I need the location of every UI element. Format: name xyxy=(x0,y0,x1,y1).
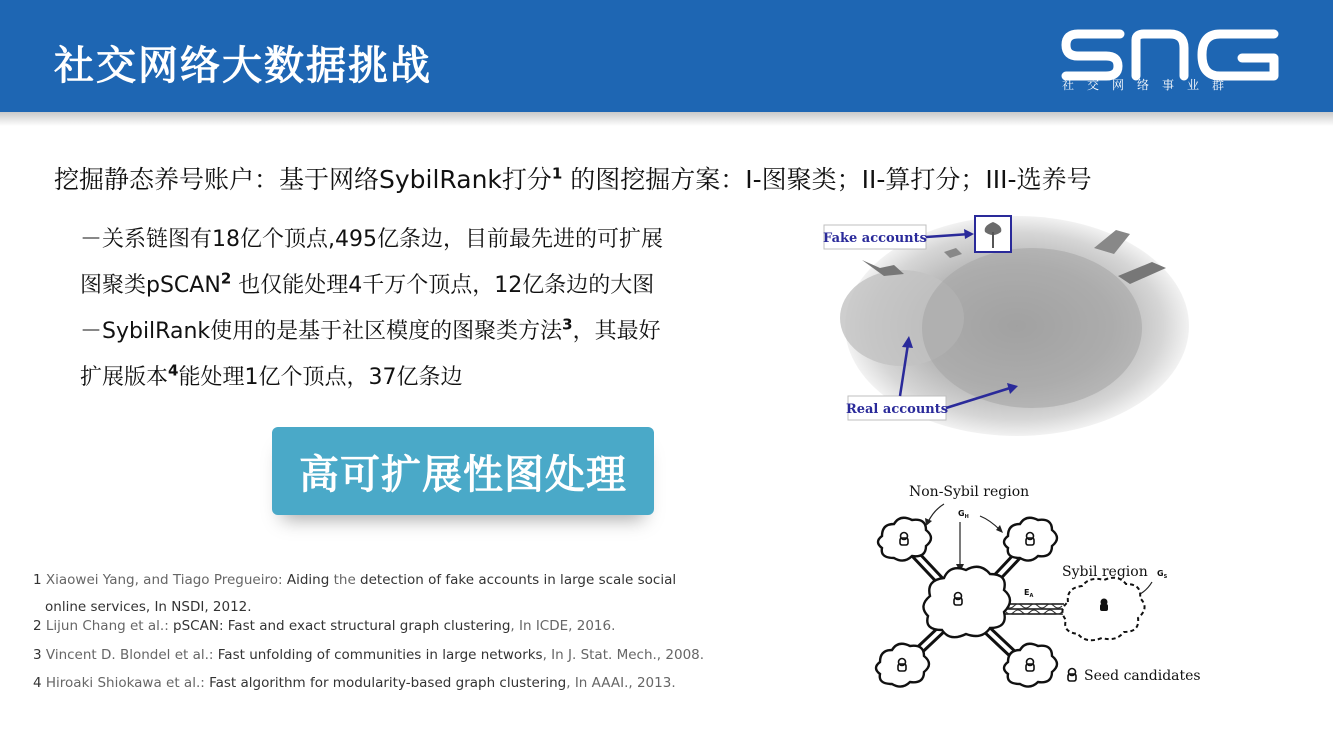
bullet-text: －关系链图有18亿个顶点,495亿条边，目前最先进的可扩展 xyxy=(80,227,663,252)
bullet-line-2 xyxy=(80,268,654,299)
sybil-node-icon xyxy=(1100,599,1108,612)
bullet-line-4 xyxy=(80,360,462,391)
ref-title: Fast unfolding of communities in large networks xyxy=(217,647,543,663)
footnote-ref-1: 1 xyxy=(551,164,563,183)
sybil-region-diagram xyxy=(852,472,1212,702)
footnote-ref-3: 3 xyxy=(562,315,573,334)
bullet-tail: ，其最好 xyxy=(572,319,661,344)
lead-text: 挖掘静态养号账户：基于网络SybilRank打分 xyxy=(54,165,552,194)
reference-1-line2: online services, In NSDI, 2012. xyxy=(45,599,252,615)
gh-label: G xyxy=(958,509,965,518)
reference-4 xyxy=(33,675,676,691)
gs-sub: S xyxy=(1163,574,1168,580)
page-title: 社交网络大数据挑战 xyxy=(54,43,432,89)
seed-legend-icon xyxy=(1068,669,1076,682)
bullet-text: 扩展版本 xyxy=(80,365,169,390)
bullet-tail: 能处理1亿个顶点，37亿条边 xyxy=(178,365,463,390)
lead-line xyxy=(54,160,1092,196)
ref-num: 3 xyxy=(33,647,42,663)
gh-sub: H xyxy=(964,514,969,520)
ref-authors: Lijun Chang et al.: xyxy=(45,618,169,634)
ref-title-cont: detection of fake accounts in large scale social xyxy=(360,572,677,588)
ref-num: 2 xyxy=(33,618,42,634)
sybil-region-label: Sybil region xyxy=(1062,564,1148,580)
bullet-line-1 xyxy=(80,222,663,253)
graph-cluster-figure xyxy=(822,208,1192,450)
ref-venue: , In J. Stat. Mech., 2008. xyxy=(542,647,705,663)
ref-mid: the xyxy=(329,572,361,588)
reference-2 xyxy=(33,618,615,634)
real-accounts-label: Real accounts xyxy=(845,402,949,417)
ref-venue: , In AAAI., 2013. xyxy=(566,675,676,691)
footnote-ref-2: 2 xyxy=(220,269,232,288)
ref-title: Aiding xyxy=(286,572,330,588)
ref-venue: , In ICDE, 2016. xyxy=(510,618,616,634)
lead-tail: 的图挖掘方案：I-图聚类；II-算打分；III-选养号 xyxy=(562,165,1092,194)
header-shadow xyxy=(0,112,1333,126)
footnote-ref-4: 4 xyxy=(168,361,179,380)
non-sybil-region-label: Non-Sybil region xyxy=(909,484,1030,500)
ref-title: pSCAN: Fast and exact structural graph clustering xyxy=(173,618,511,634)
reference-3 xyxy=(33,647,704,663)
bullet-tail: 也仅能处理4千万个顶点，12亿条边的大图 xyxy=(231,273,655,298)
bullet-line-3 xyxy=(80,314,661,345)
ref-num: 1 xyxy=(33,572,42,588)
svg-text:GS xyxy=(1157,569,1168,580)
svg-text:GH xyxy=(958,509,969,520)
bullet-text: 图聚类pSCAN xyxy=(80,273,221,298)
honest-cloud-center xyxy=(923,567,1010,637)
fake-accounts-label: Fake accounts xyxy=(823,231,927,246)
reference-1 xyxy=(33,572,676,588)
bullet-text: －SybilRank使用的是基于社区模度的图聚类方法 xyxy=(80,319,563,344)
logo-subtitle: 社交网络事业群 xyxy=(1062,78,1238,92)
ref-authors: Hiroaki Shiokawa et al.: xyxy=(45,675,205,691)
gs-label: G xyxy=(1157,569,1164,578)
ref-authors: Vincent D. Blondel et al.: xyxy=(45,647,214,663)
ref-title: Fast algorithm for modularity-based graph clustering xyxy=(209,675,567,691)
ea-sub: A xyxy=(1029,593,1034,599)
seed-candidates-label: Seed candidates xyxy=(1084,668,1201,684)
highlight-button[interactable]: 高可扩展性图处理 xyxy=(272,427,654,515)
svg-text:EA xyxy=(1024,588,1033,599)
ea-label: E xyxy=(1024,588,1030,597)
ref-authors: Xiaowei Yang, and Tiago Pregueiro: xyxy=(45,572,283,588)
ref-num: 4 xyxy=(33,675,42,691)
